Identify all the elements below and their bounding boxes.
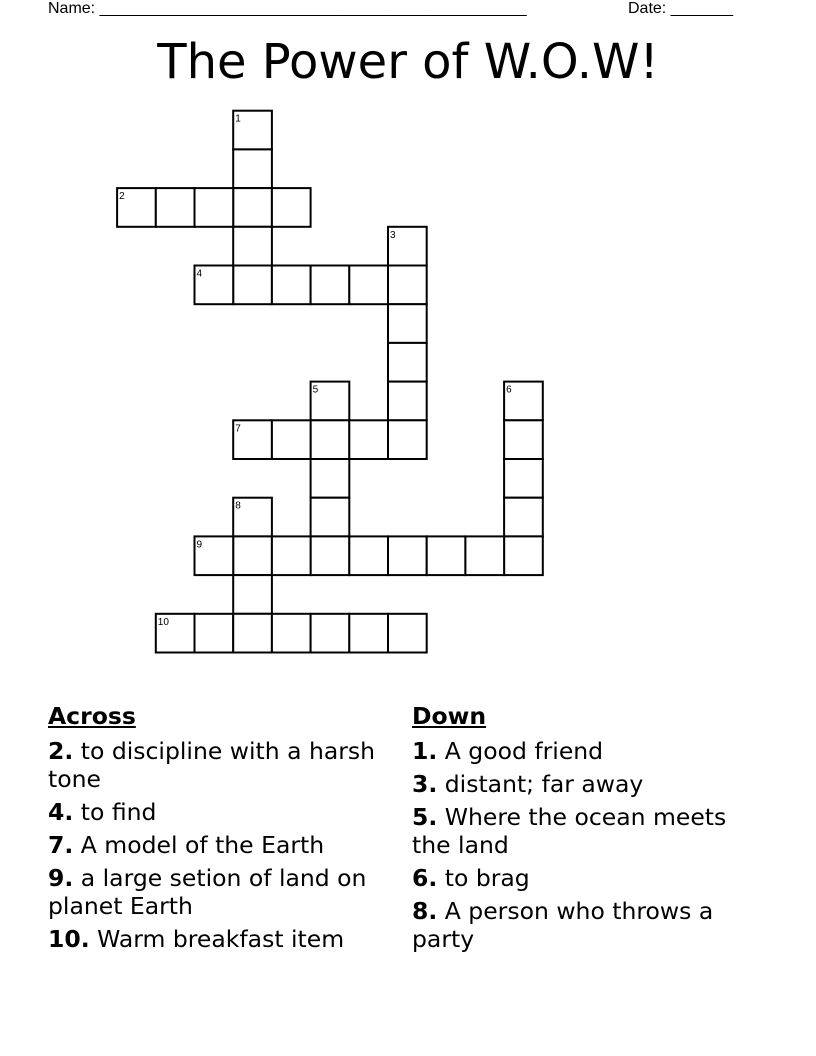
clue-text: to find [80,798,157,826]
grid-cell[interactable] [233,149,272,188]
cell-number: 5 [312,384,319,396]
cell-number: 9 [196,539,203,551]
clue-text: Where the ocean meets the land [412,803,727,859]
clue-text: Warm breakfast item [97,925,345,953]
grid-cell[interactable] [311,498,350,537]
clue-down-8 [412,897,752,953]
grid-cell[interactable] [427,536,466,575]
grid-cell[interactable] [388,420,427,459]
across-clues [48,702,378,958]
grid-cell[interactable] [388,343,427,382]
grid-cell[interactable] [349,614,388,653]
grid-cell[interactable] [233,536,272,575]
grid-cell[interactable] [233,614,272,653]
clue-number: 2. [48,737,74,765]
clue-number: 1. [412,737,438,765]
grid-cell[interactable] [272,188,311,227]
grid-cell[interactable] [233,575,272,614]
cell-number: 7 [235,423,241,435]
grid-cell[interactable] [311,266,350,305]
cell-number: 8 [235,500,241,512]
clue-text: distant; far away [444,770,644,798]
clue-text: A good friend [444,737,604,765]
cell-number: 2 [119,191,125,203]
grid-cell[interactable] [349,420,388,459]
clue-across-4 [48,798,378,826]
clue-down-5 [412,803,752,859]
grid-cell[interactable] [311,614,350,653]
page-title: The Power of W.O.W! [157,34,659,90]
clue-down-6 [412,864,752,892]
clue-across-2 [48,737,378,793]
clue-number: 8. [412,897,438,925]
clue-across-7 [48,831,378,859]
cell-number: 10 [157,616,169,628]
clue-number: 5. [412,803,438,831]
grid-cell[interactable] [349,266,388,305]
clue-text: a large setion of land on planet Earth [48,864,367,920]
grid-cell[interactable] [272,266,311,305]
grid-cell[interactable] [504,459,543,498]
grid-cell[interactable] [349,536,388,575]
across-heading: Across [48,702,136,730]
grid-cell[interactable] [233,227,272,266]
cell-number: 6 [506,384,512,396]
grid-cell[interactable] [156,188,195,227]
grid-cell[interactable] [388,614,427,653]
clue-number: 9. [48,864,74,892]
down-clues [412,702,752,958]
grid-cell[interactable] [195,614,234,653]
grid-cell[interactable] [504,420,543,459]
grid-cell[interactable] [233,188,272,227]
grid-cell[interactable] [272,536,311,575]
clue-number: 7. [48,831,74,859]
grid-cell[interactable] [233,266,272,305]
grid-cell[interactable] [195,188,234,227]
clue-number: 4. [48,798,74,826]
name-field[interactable]: Name: ________________________________________________ [48,0,527,17]
cell-number: 1 [235,113,241,125]
grid-cell[interactable] [388,304,427,343]
grid-cell[interactable] [388,266,427,305]
clue-across-9 [48,864,378,920]
grid-cell[interactable] [465,536,504,575]
grid-cell[interactable] [272,420,311,459]
cell-number: 4 [196,268,203,280]
grid-cell[interactable] [504,498,543,537]
clue-across-10 [48,925,378,953]
down-heading: Down [412,702,487,730]
clue-down-3 [412,770,752,798]
grid-cell[interactable] [311,459,350,498]
clue-number: 10. [48,925,90,953]
clue-text: to brag [444,864,530,892]
date-field[interactable]: Date: _______ [628,0,733,17]
grid-cell[interactable] [311,420,350,459]
clue-number: 3. [412,770,438,798]
grid-cell[interactable] [311,536,350,575]
cell-number: 3 [390,229,396,241]
clue-text: A model of the Earth [80,831,325,859]
clue-number: 6. [412,864,438,892]
grid-cell[interactable] [388,536,427,575]
grid-cell[interactable] [504,536,543,575]
clue-text: to discipline with a harsh tone [48,737,376,793]
clue-down-1 [412,737,752,765]
grid-cell[interactable] [272,614,311,653]
clue-text: A person who throws a party [412,897,714,953]
grid-cell[interactable] [388,382,427,421]
